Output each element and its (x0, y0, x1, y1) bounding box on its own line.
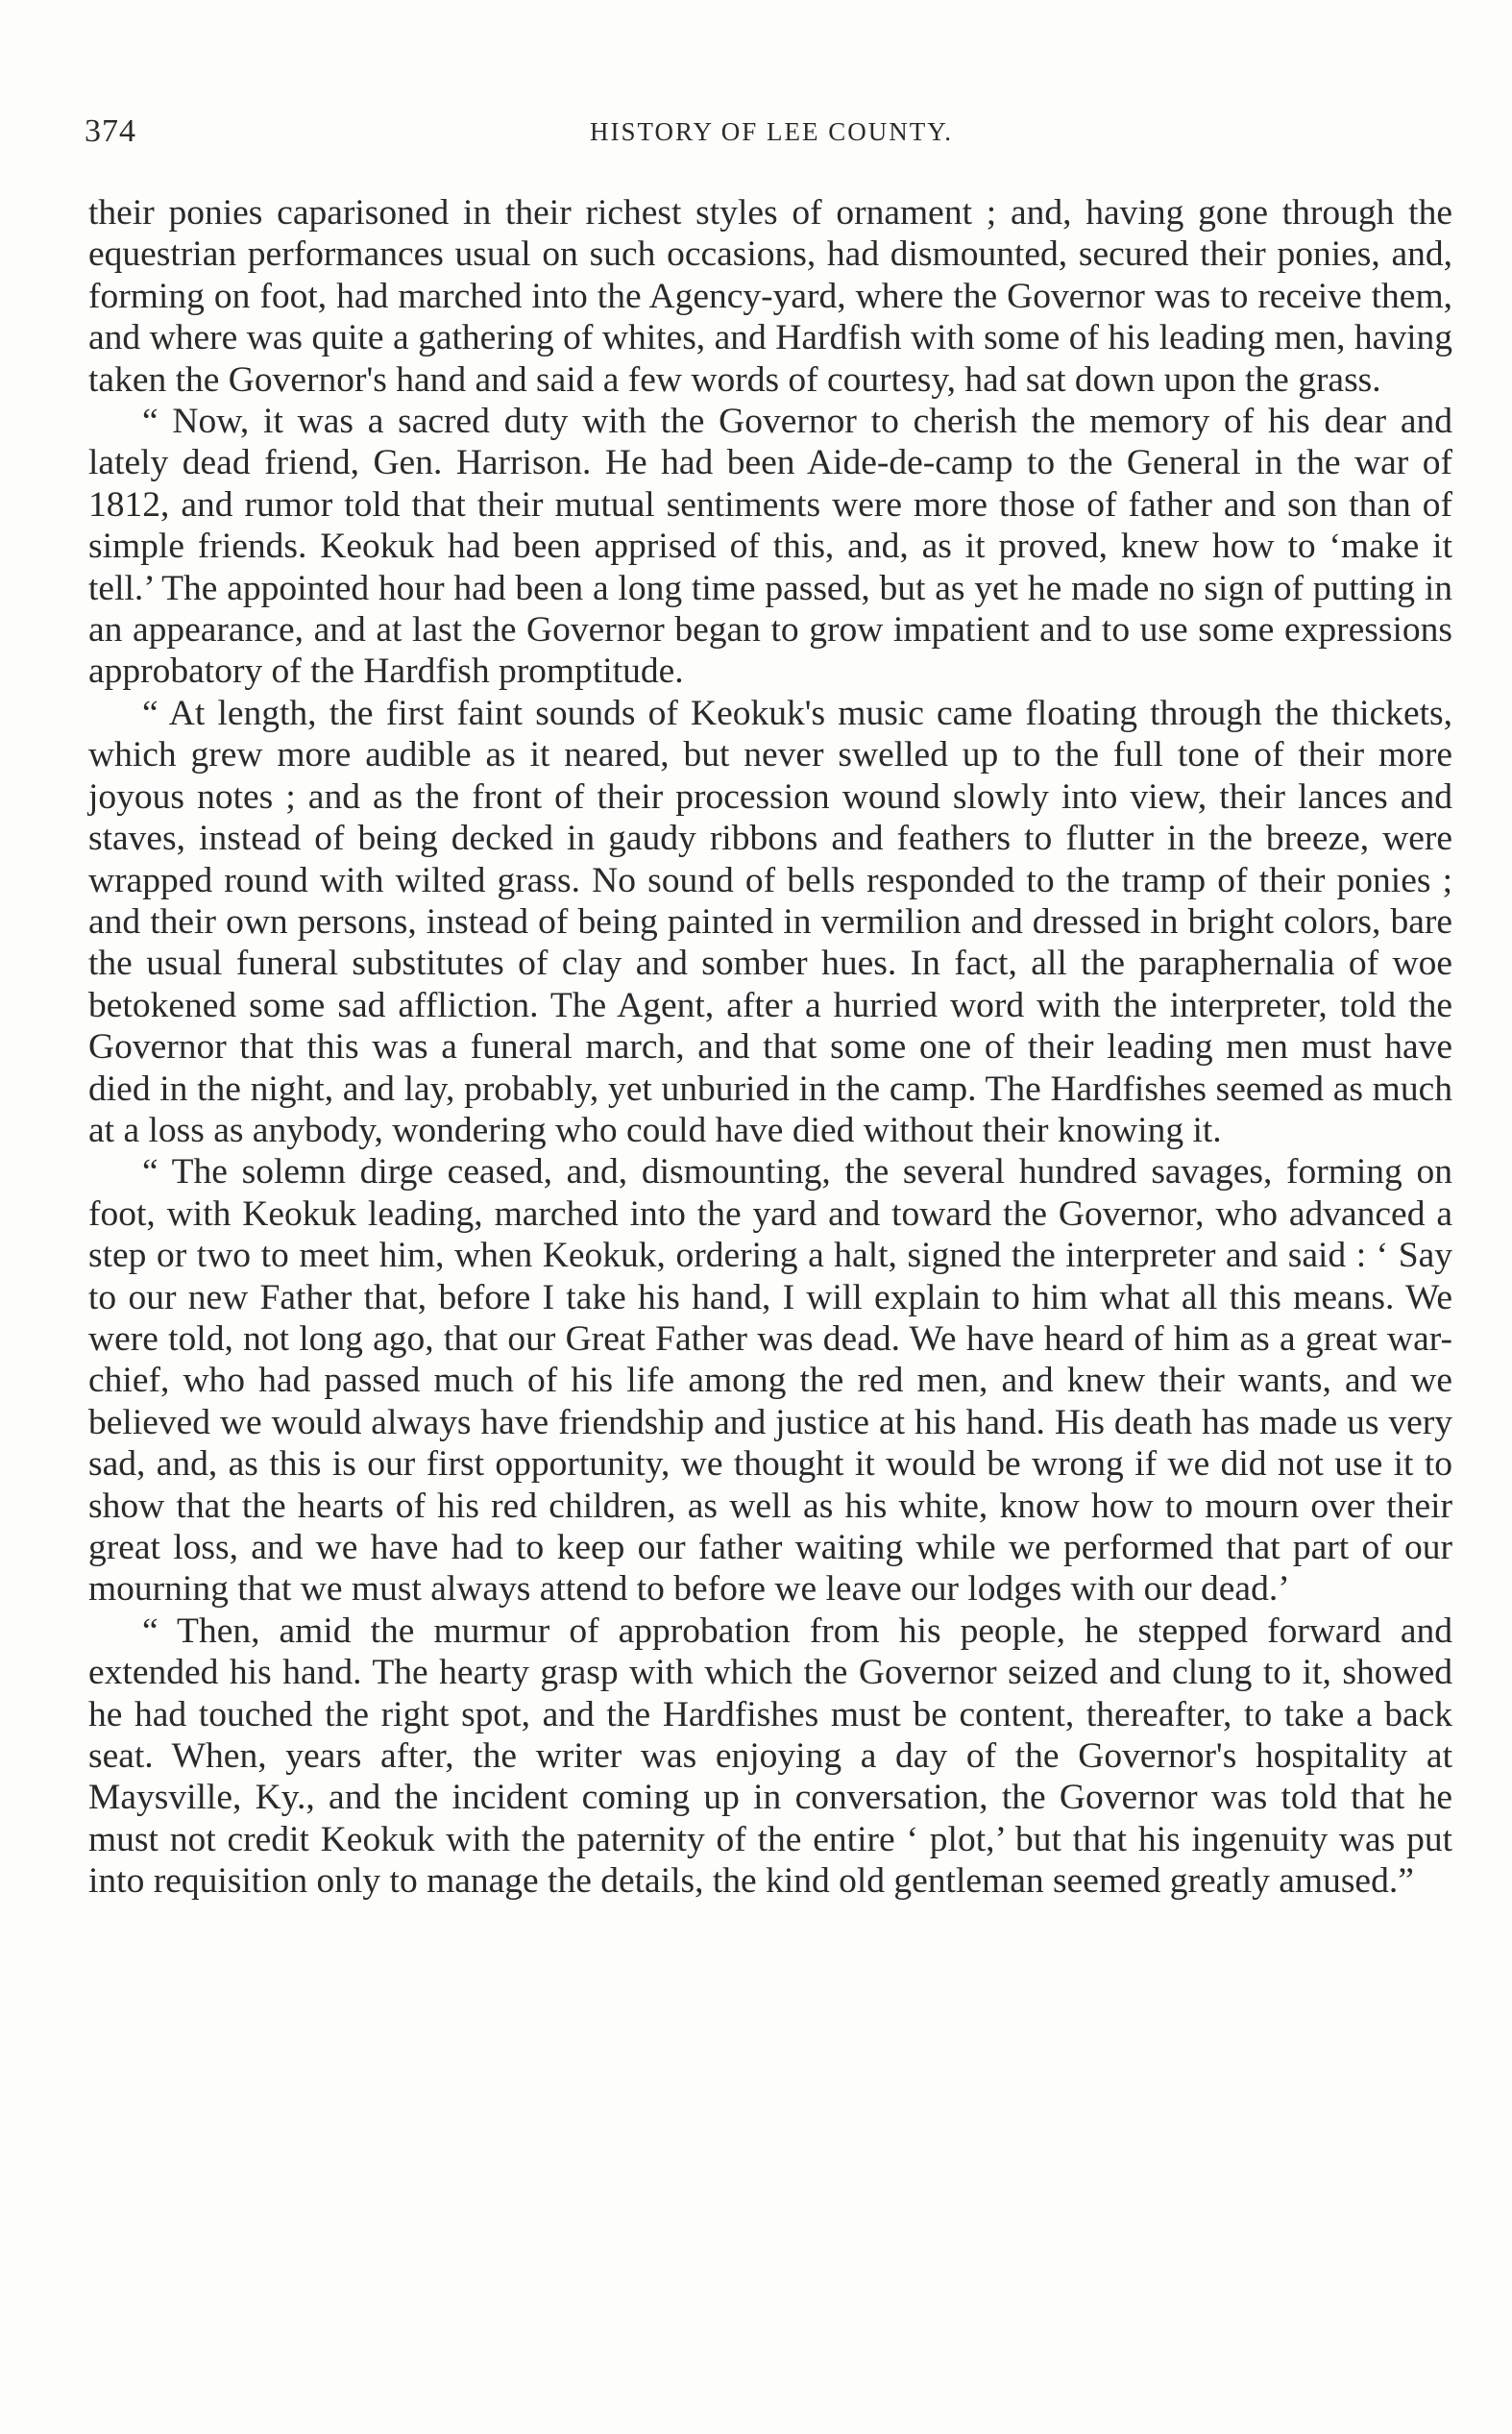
running-title: HISTORY OF LEE COUNTY. (589, 117, 954, 146)
paragraph: their ponies caparisoned in their richest styles of ornament ; and, having gone through the equestrian performances usual on such occasions, had dismounted, secured their ponies, and, forming on foot, had marched into the Agency-yard, where the Governor was to receive them, and where was quite a gathering of whites, and Hardfish with some of his leading men, having taken the Governor's hand and said a few words of courtesy, had sat down upon the grass. (88, 193, 1452, 400)
page-header (85, 113, 1458, 161)
paragraph: “ Now, it was a sacred duty with the Governor to cherish the memory of his dear and lately dead friend, Gen. Harrison. He had been Aide-de-camp to the General in the war of 1812, and rumor told that their mutual sentiments were more those of father and son than of simple friends. Keokuk had been apprised of this, and, as it proved, knew how to ‘make it tell.’ The appointed hour had been a long time passed, but as yet he made no sign of putting in an appearance, and at last the Governor began to grow impatient and to use some expressions approbatory of the Hardfish promptitude. (88, 402, 1452, 692)
page-number: 374 (85, 113, 136, 149)
paragraph: “ At length, the first faint sounds of Keokuk's music came floating through the thickets, which grew more audible as it neared, but never swelled up to the full tone of their more joyous notes ; and as the front of their procession wound slowly into view, their lances and staves, instead of being decked in gaudy ribbons and feathers to flutter in the breeze, were wrapped round with wilted grass. No sound of bells responded to the tramp of their ponies ; and their own persons, instead of being painted in vermilion and dressed in bright colors, bare the usual funeral substitutes of clay and somber hues. In fact, all the paraphernalia of woe betokened some sad affliction. The Agent, after a hurried word with the interpreter, told the Governor that this was a funeral march, and that some one of their leading men must have died in the night, and lay, probably, yet unburied in the camp. The Hardfishes seemed as much at a loss as anybody, wondering who could have died without their knowing it. (88, 693, 1452, 1150)
paragraph: “ Then, amid the murmur of approbation from his people, he stepped forward and extended his hand. The hearty grasp with which the Governor seized and clung to it, showed he had touched the right spot, and the Hardfishes must be content, thereafter, to take a back seat. When, years after, the writer was enjoying a day of the Governor's hospitality at Maysville, Ky., and the incident coming up in conversation, the Governor was told that he must not credit Keokuk with the paternity of the entire ‘ plot,’ but that his ingenuity was put into requisition only to manage the details, the kind old gentleman seemed greatly amused.” (88, 1610, 1452, 1902)
body-text (88, 192, 1452, 1903)
paragraph: “ The solemn dirge ceased, and, dismounting, the several hundred savages, forming on foot, with Keokuk leading, marched into the yard and toward the Governor, who advanced a step or two to meet him, when Keokuk, ordering a halt, signed the interpreter and said : ‘ Say to our new Father that, before I take his hand, I will explain to him what all this means. We were told, not long ago, that our Great Father was dead. We have heard of him as a great war-chief, who had passed much of his life among the red men, and knew their wants, and we believed we would always have friendship and justice at his hand. His death has made us very sad, and, as this is our first opportunity, we thought it would be wrong if we did not use it to show that the hearts of his red children, as well as his white, know how to mourn over their great loss, and we have had to keep our father waiting while we performed that part of our mourning that we must always attend to before we leave our lodges with our dead.’ (88, 1152, 1452, 1610)
